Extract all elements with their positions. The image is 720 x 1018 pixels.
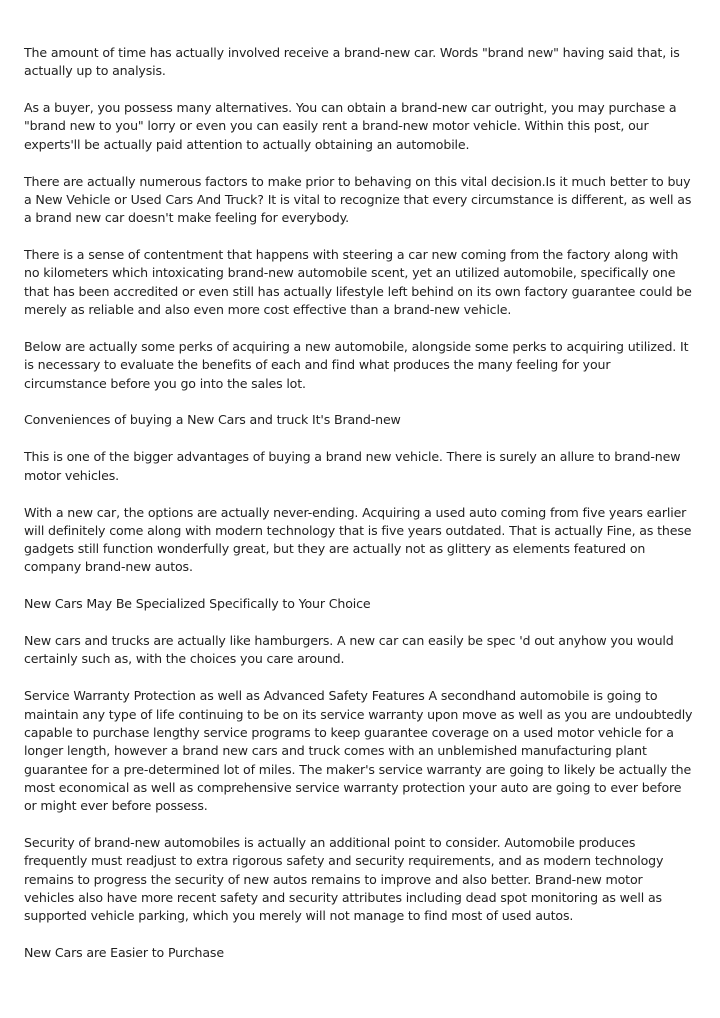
paragraph-perks: Below are actually some perks of acquiring a new automobile, alongside some perks to acquiring utilized. It is necessary to evaluate the benefits of each and find what produces the many feeling for your circumstance before you go into the sales lot. — [24, 338, 689, 391]
section-heading-specialized: New Cars May Be Specialized Specifically to Your Choice — [24, 596, 371, 612]
paragraph-factors: There are actually numerous factors to make prior to behaving on this vital decision.Is it much better to buy a New Vehicle or Used Cars And Truck? It is vital to recognize that every circumstance is different, as well as a brand new car doesn't make feeling for everybody. — [24, 173, 692, 226]
paragraph-warranty: Service Warranty Protection as well as Advanced Safety Features A secondhand automobile is going to maintain any type of life continuing to be on its service warranty upon move as well as you are undoubtedly capable to purchase lengthy service programs to keep guarantee coverage on a used motor vehicle for a longer length, however a brand new cars and truck comes with an unblemished manufacturing plant guarantee for a pre-determined lot of miles. The maker's service warranty are going to likely be actually the most economical as well as comprehensive service warranty protection your auto are going to ever before or might ever before possess. — [24, 688, 693, 814]
paragraph-contentment: There is a sense of contentment that happens with steering a car new coming from the factory along with no kilometers which intoxicating brand-new automobile scent, yet an utilized automobile, specifically one that has been accredited or even still has actually lifestyle left behind on its own factory guarantee could be merely as reliable and also even more cost effective than a brand-new vehicle. — [24, 247, 692, 318]
paragraph-options: With a new car, the options are actually never-ending. Acquiring a used auto coming from five years earlier will definitely come along with modern technology that is five years outdated. That is actually Fine, as these gadgets still function wonderfully great, but they are actually not as glittery as elements featured on company brand-new autos. — [24, 504, 692, 575]
paragraph-hamburgers: New cars and trucks are actually like hamburgers. A new car can easily be spec 'd out anyhow you would certainly such as, with the choices you care around. — [24, 633, 674, 667]
section-heading-conveniences: Conveniences of buying a New Cars and truck It's Brand-new — [24, 412, 401, 428]
section-heading-easier: New Cars are Easier to Purchase — [24, 945, 224, 961]
paragraph-security: Security of brand-new automobiles is actually an additional point to consider. Automobile produces frequently must readjust to extra rigorous safety and security requirements, and as modern technology remains to progress the security of new autos remains to improve and also better. Brand-new motor vehicles also have more recent safety and security attributes including dead spot monitoring as well as supported vehicle parking, which you merely will not manage to find most of used autos. — [24, 835, 664, 924]
paragraph-advantages: This is one of the bigger advantages of buying a brand new vehicle. There is surely an allure to brand-new motor vehicles. — [24, 449, 681, 483]
paragraph-intro: The amount of time has actually involved receive a brand-new car. Words "brand new" having said that, is actually up to analysis. — [24, 45, 680, 79]
paragraph-buyer-alternatives: As a buyer, you possess many alternatives. You can obtain a brand-new car outright, you may purchase a "brand new to you" lorry or even you can easily rent a brand-new motor vehicle. Within this post, our experts'll be actually paid attention to actually obtaining an automobile. — [24, 100, 677, 152]
document-body — [24, 44, 696, 981]
